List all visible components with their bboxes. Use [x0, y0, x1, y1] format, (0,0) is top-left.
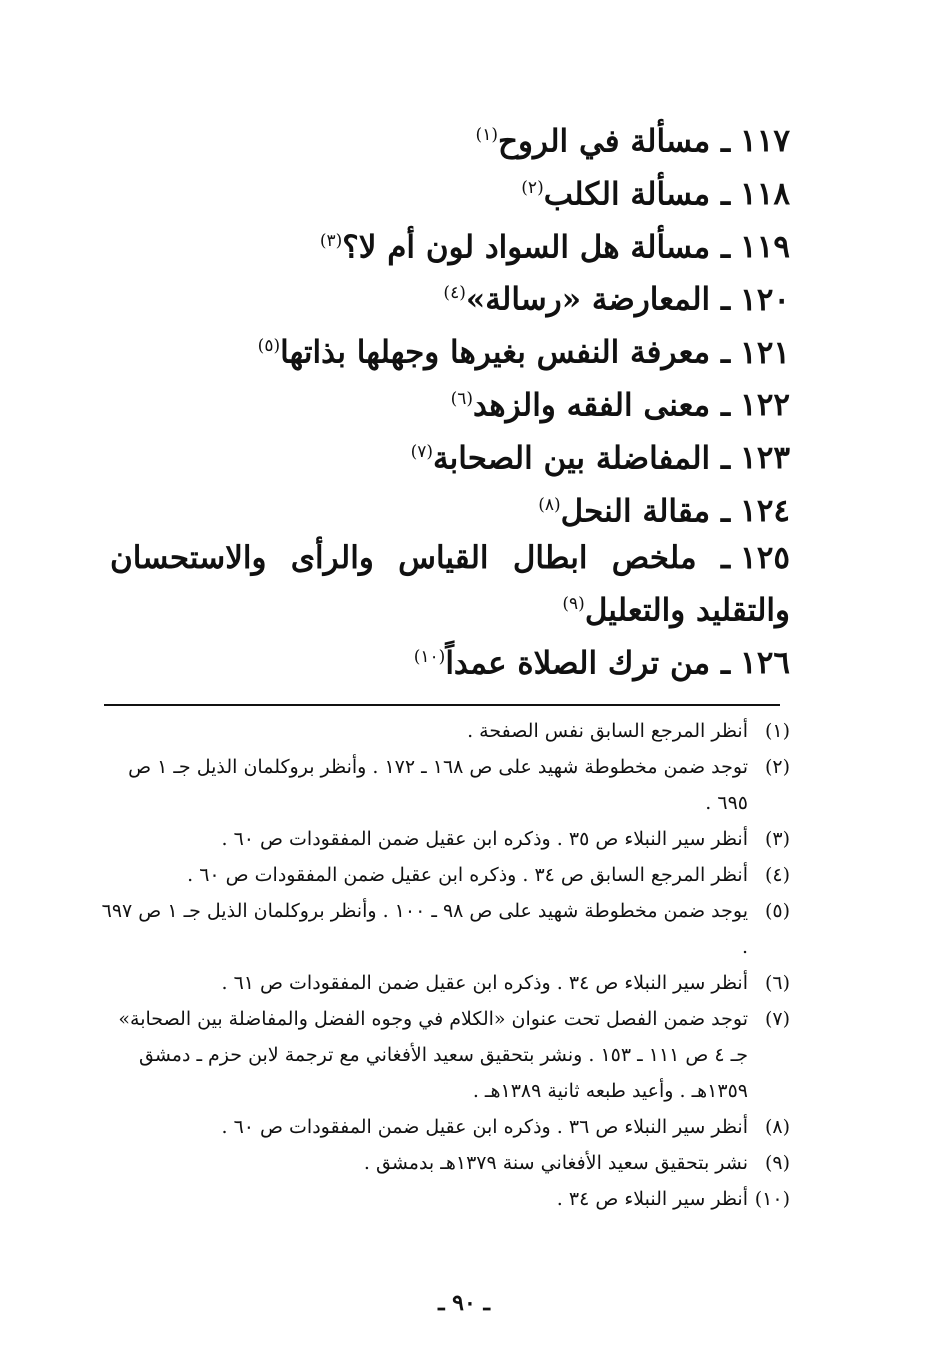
footnote-ref: (٩) [562, 594, 585, 615]
footnote-mark: (٧) [764, 1008, 790, 1030]
item-dash: ـ [710, 334, 731, 371]
item-title: المفاضلة بين الصحابة [433, 440, 711, 477]
item-title: مسألة الكلب [543, 176, 711, 213]
item-dash: ـ [710, 228, 731, 265]
footnote [100, 1145, 790, 1181]
list-item [110, 270, 790, 323]
footnote-mark: (١) [764, 720, 790, 742]
list-item [110, 429, 790, 482]
item-number: ١٢٤ [740, 493, 790, 530]
item-dash: ـ [710, 440, 731, 477]
item-dash: ـ [710, 493, 731, 530]
item-dash: ـ [710, 123, 731, 160]
footnote-ref: (٣) [319, 230, 343, 251]
item-number: ١٢٥ [740, 539, 790, 576]
footnote-mark: (٤) [764, 864, 790, 886]
footnote-ref: (٥) [257, 336, 281, 357]
footnotes [100, 713, 790, 1217]
item-title: مسألة هل السواد لون أم لا؟ [342, 228, 711, 265]
footnote-mark: (٥) [764, 900, 790, 922]
list-item [110, 482, 790, 535]
list-item [110, 165, 790, 218]
item-title: مسألة في الروح [498, 123, 711, 160]
footnote-text: أنظر سير النبلاء ص ٣٤ . وذكره ابن عقيل ضمن المفقودات ص ٦١ . [221, 972, 748, 994]
works-list [110, 112, 790, 687]
footnote-ref: (٧) [410, 441, 434, 462]
item-title: من ترك الصلاة عمداً [445, 645, 711, 682]
page-number: ـ ٩٠ ـ [438, 1290, 490, 1316]
footnote [100, 1181, 790, 1217]
footnote [100, 713, 790, 749]
footnote-mark: (٩) [764, 1152, 790, 1174]
item-number: ١١٨ [740, 176, 790, 213]
item-number: ١٢٦ [740, 645, 790, 682]
footnote-divider [104, 704, 780, 706]
footnote-text: أنظر المرجع السابق نفس الصفحة . [467, 720, 748, 742]
item-dash: ـ [696, 539, 731, 576]
item-number: ١٢٣ [740, 440, 790, 477]
footnote-mark: (٣) [764, 828, 790, 850]
item-title: معنى الفقه والزهد [473, 387, 711, 424]
footnote-text: أنظر المرجع السابق ص ٣٤ . وذكره ابن عقيل ضمن المفقودات ص ٦٠ . [187, 864, 748, 886]
list-item [110, 634, 790, 687]
footnote-ref: (١٠) [413, 646, 446, 667]
footnote [100, 1001, 790, 1109]
footnote-mark: (٢) [764, 756, 790, 778]
footnote-ref: (٨) [538, 494, 561, 515]
list-item [110, 323, 790, 376]
item-title: مقالة النحل [560, 493, 711, 530]
item-dash: ـ [710, 176, 731, 213]
footnote-ref: (٦) [450, 389, 474, 410]
item-title: معرفة النفس بغيرها وجهلها بذاتها [280, 334, 711, 371]
footnote-mark: (١٠) [754, 1188, 790, 1210]
footnote-text: أنظر سير النبلاء ص ٣٦ . وذكره ابن عقيل ضمن المفقودات ص ٦٠ . [221, 1116, 748, 1138]
footnote-text: نشر بتحقيق سعيد الأفغاني سنة ١٣٧٩هـ بدمشق . [363, 1152, 748, 1174]
footnote-mark: (٦) [764, 972, 790, 994]
footnote [100, 965, 790, 1001]
list-item [110, 376, 790, 429]
item-number: ١١٧ [740, 123, 790, 160]
footnote-text: أنظر سير النبلاء ص ٣٤ . [556, 1188, 748, 1210]
item-number: ١٢٢ [740, 387, 790, 424]
item-number: ١١٩ [740, 228, 790, 265]
item-dash: ـ [710, 645, 731, 682]
footnote-ref: (١) [475, 125, 499, 145]
item-dash: ـ [710, 281, 731, 318]
item-title: ملخص ابطال القياس والرأى والاستحسان والتقليد والتعليل [110, 539, 790, 629]
item-title: المعارضة «رسالة» [465, 281, 711, 318]
item-dash: ـ [710, 387, 731, 424]
footnote [100, 821, 790, 857]
list-item [110, 535, 790, 634]
footnote [100, 749, 790, 821]
footnote-text: توجد ضمن الفصل تحت عنوان «الكلام في وجوه الفضل والمفاضلة بين الصحابة» جـ ٤ ص ١١١ ـ ١٥٣ . ونشر بتحقيق سعيد الأفغاني مع ترجمة لابن حزم ـ دمشق ١٣٥٩هـ . وأعيد طبعه ثانية ١٣٨٩هـ . [118, 1008, 748, 1102]
footnote [100, 857, 790, 893]
list-item [110, 218, 790, 271]
footnote-text: يوجد ضمن مخطوطة شهيد على ص ٩٨ ـ ١٠٠ . وأنظر بروكلمان الذيل جـ ١ ص ٦٩٧ . [101, 900, 748, 958]
footnote [100, 1109, 790, 1145]
item-number: ١٢١ [740, 334, 790, 371]
item-number: ١٢٠ [740, 281, 790, 318]
list-item [110, 112, 790, 165]
footnote [100, 893, 790, 965]
footnote-text: أنظر سير النبلاء ص ٣٥ . وذكره ابن عقيل ضمن المفقودات ص ٦٠ . [221, 828, 748, 850]
footnote-mark: (٨) [764, 1116, 790, 1138]
footnote-text: توجد ضمن مخطوطة شهيد على ص ١٦٨ ـ ١٧٢ . وأنظر بروكلمان الذيل جـ ١ ص ٦٩٥ . [128, 756, 748, 814]
footnote-ref: (٢) [521, 177, 544, 198]
footnote-ref: (٤) [443, 283, 466, 304]
